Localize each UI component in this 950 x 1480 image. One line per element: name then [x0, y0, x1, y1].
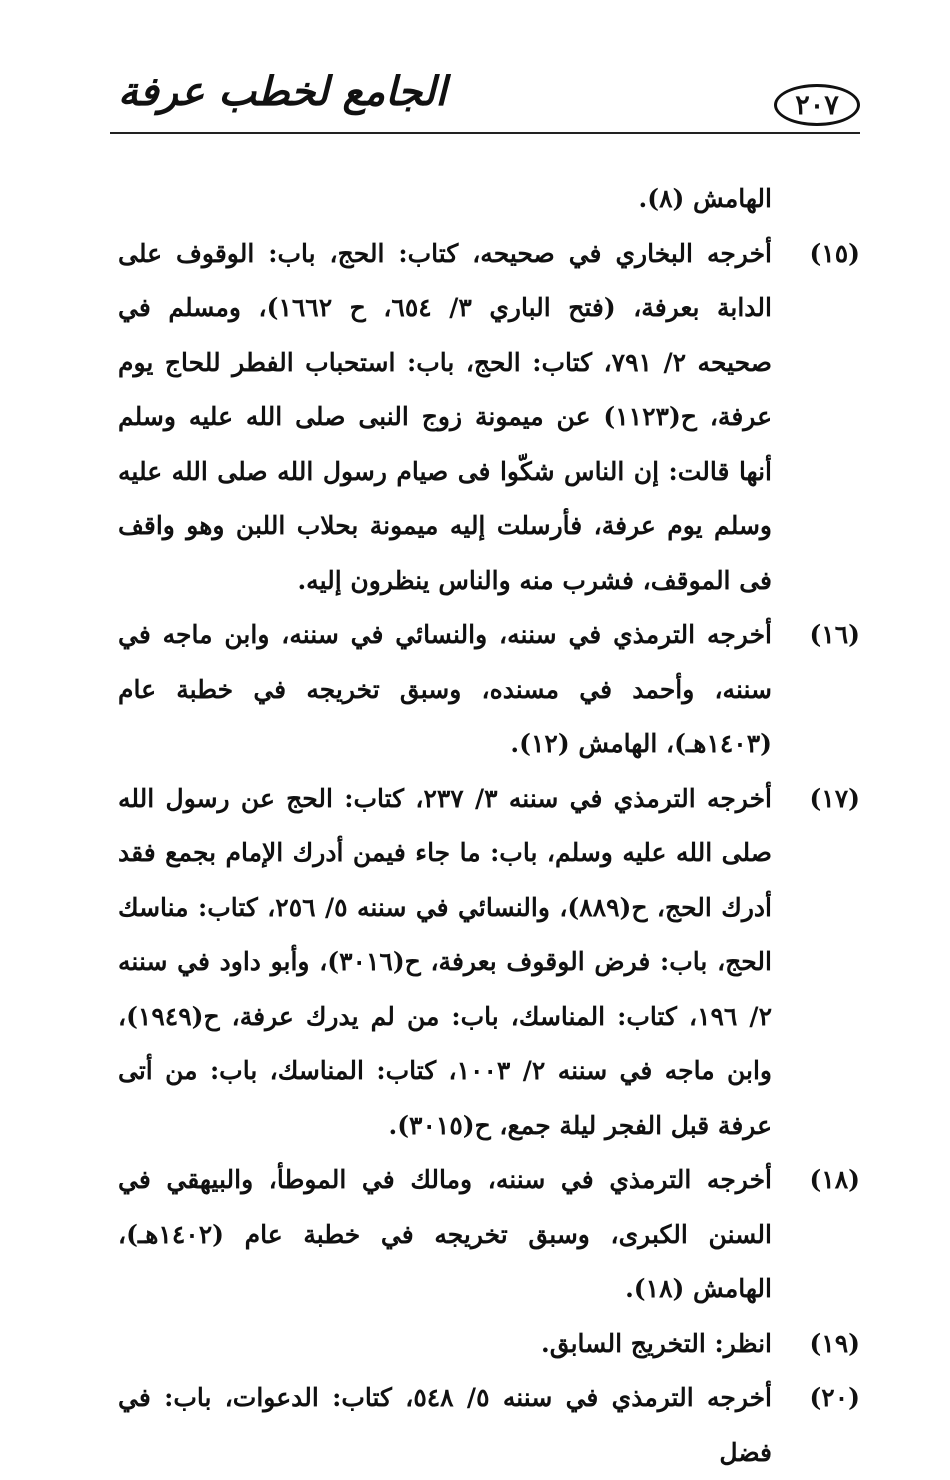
footnote-number: (١٨)	[809, 1165, 860, 1194]
footnote-number: (٢٠)	[809, 1383, 860, 1412]
footnote-number: (١٦)	[809, 620, 860, 649]
footnotes	[118, 172, 860, 1480]
footnote-text: أخرجه الترمذي في سننه ٣/ ٢٣٧، كتاب: الحج عن رسول الله صلى الله عليه وسلم، باب: ما جاء فيمن أدرك الإمام بجمع فقد أدرك الحج، ح(٨٨٩)، والنسائي في سننه ٥/ ٢٥٦، كتاب: مناسك الحج، باب: فرض الوقوف بعرفة، ح(٣٠١٦)، وأبو داود في سننه ٢/ ١٩٦، كتاب: المناسك، باب: من لم يدرك عرفة، ح(١٩٤٩)، وابن ماجه في سننه ٢/ ١٠٠٣، كتاب: المناسك، باب: من أتى عرفة قبل الفجر ليلة جمع، ح(٣٠١٥).	[118, 783, 773, 1140]
footnote-20	[118, 1371, 860, 1480]
footnote-number: (١٧)	[809, 783, 860, 813]
footnote-15	[118, 227, 860, 609]
footnote-16	[118, 608, 860, 772]
footnote-18	[118, 1153, 860, 1317]
page-number: ٢٠٧	[774, 84, 860, 126]
header-rule	[110, 132, 860, 134]
footnote-text: انظر: التخريج السابق.	[541, 1328, 772, 1358]
page-header	[110, 66, 860, 136]
footnote-text: أخرجه الترمذي في سننه، والنسائي في سننه، وابن ماجه في سننه، وأحمد في مسنده، وسبق تخريجه في خطبة عام (١٤٠٣هـ)، الهامش (١٢).	[118, 620, 772, 758]
footnote-text: أخرجه البخاري في صحيحه، كتاب: الحج، باب: الوقوف على الدابة بعرفة، (فتح الباري ٣/ ٦٥٤، ح ١٦٦٢)، ومسلم في صحيحه ٢/ ٧٩١، كتاب: الحج، باب: استحباب الفطر للحاج يوم عرفة، ح(١١٢٣) عن ميمونة زوج النبى صلى الله عليه وسلم أنها قالت: إن الناس شكّوا فى صيام رسول الله صلى الله عليه وسلم يوم عرفة، فأرسلت إليه ميمونة بحلاب اللبن وهو واقف فى الموقف، فشرب منه والناس ينظرون إليه.	[118, 238, 772, 595]
footnote-text: أخرجه الترمذي في سننه ٥/ ٥٤٨، كتاب: الدعوات، باب: في فضل	[118, 1383, 773, 1467]
footnote-continuation	[118, 172, 860, 227]
footnote-17	[118, 772, 860, 1154]
footnote-19	[118, 1317, 860, 1372]
book-title: الجامع لخطب عرفة	[118, 68, 447, 115]
footnote-number: (١٩)	[809, 1328, 860, 1358]
footnote-text: الهامش (٨).	[638, 184, 772, 213]
footnote-number: (١٥)	[809, 238, 860, 268]
footnote-text: أخرجه الترمذي في سننه، ومالك في الموطأ، والبيهقي في السنن الكبرى، وسبق تخريجه في خطبة عام (١٤٠٢هـ)، الهامش (١٨).	[118, 1165, 772, 1303]
